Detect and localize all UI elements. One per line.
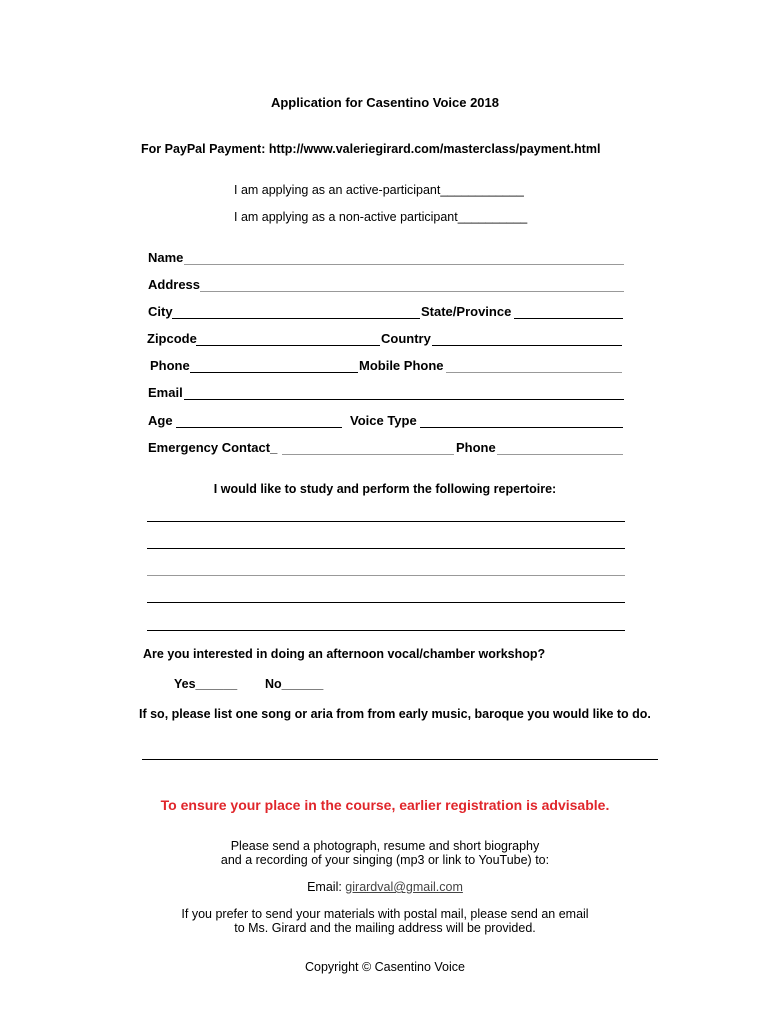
- emergency-phone-field[interactable]: [497, 454, 623, 455]
- copyright: Copyright © Casentino Voice: [305, 960, 465, 974]
- name-field[interactable]: [184, 264, 624, 265]
- name-label: Name: [148, 250, 184, 265]
- paypal-link-text[interactable]: For PayPal Payment: http://www.valeriegirard.com/masterclass/payment.html: [141, 142, 601, 156]
- workshop-song-field[interactable]: [142, 759, 658, 760]
- mobile-phone-field[interactable]: [446, 372, 622, 373]
- registration-notice: To ensure your place in the course, earlier registration is advisable.: [160, 797, 610, 813]
- state-label: State/Province: [421, 304, 512, 319]
- workshop-question: Are you interested in doing an afternoon vocal/chamber workshop?: [143, 647, 546, 661]
- repertoire-line[interactable]: [147, 548, 625, 549]
- country-label: Country: [381, 331, 431, 346]
- state-field[interactable]: [514, 318, 623, 319]
- active-participant-option[interactable]: I am applying as an active-participant____________: [234, 183, 524, 197]
- phone-field[interactable]: [190, 372, 358, 373]
- phone-label: Phone: [150, 358, 190, 373]
- repertoire-line[interactable]: [147, 630, 625, 631]
- workshop-list-prompt: If so, please list one song or aria from from early music, baroque you would like to do.: [139, 707, 651, 721]
- contact-email-row: [0, 880, 770, 894]
- city-label: City: [148, 304, 173, 319]
- emergency-contact-field[interactable]: [282, 454, 454, 455]
- postal-line2: to Ms. Girard and the mailing address will be provided.: [234, 921, 536, 935]
- emergency-phone-label: Phone: [456, 440, 496, 455]
- zipcode-field[interactable]: [196, 345, 380, 346]
- repertoire-heading: I would like to study and perform the following repertoire:: [213, 482, 557, 496]
- instructions-line1: Please send a photograph, resume and short biography: [230, 839, 540, 853]
- city-field[interactable]: [172, 318, 420, 319]
- repertoire-line[interactable]: [147, 521, 625, 522]
- workshop-no-option[interactable]: No______: [265, 677, 324, 691]
- postal-line1: If you prefer to send your materials with postal mail, please send an email: [181, 907, 589, 921]
- repertoire-line[interactable]: [147, 575, 625, 576]
- workshop-yes-option[interactable]: Yes______: [174, 677, 238, 691]
- address-field[interactable]: [200, 291, 624, 292]
- repertoire-line[interactable]: [147, 602, 625, 603]
- page-title: Application for Casentino Voice 2018: [270, 95, 500, 110]
- age-label: Age: [148, 413, 173, 428]
- voice-type-label: Voice Type: [350, 413, 417, 428]
- age-field[interactable]: [176, 427, 342, 428]
- emergency-contact-label: Emergency Contact_: [148, 440, 278, 455]
- voice-type-field[interactable]: [420, 427, 623, 428]
- email-label: Email: [148, 385, 183, 400]
- email-prefix: Email:: [307, 880, 346, 894]
- email-field[interactable]: [184, 399, 624, 400]
- contact-email-link[interactable]: girardval@gmail.com: [345, 880, 463, 894]
- country-field[interactable]: [432, 345, 622, 346]
- mobile-phone-label: Mobile Phone: [359, 358, 444, 373]
- nonactive-participant-option[interactable]: I am applying as a non-active participant__________: [234, 210, 528, 224]
- zipcode-label: Zipcode: [147, 331, 197, 346]
- address-label: Address: [148, 277, 201, 292]
- instructions-line2: and a recording of your singing (mp3 or link to YouTube) to:: [220, 853, 550, 867]
